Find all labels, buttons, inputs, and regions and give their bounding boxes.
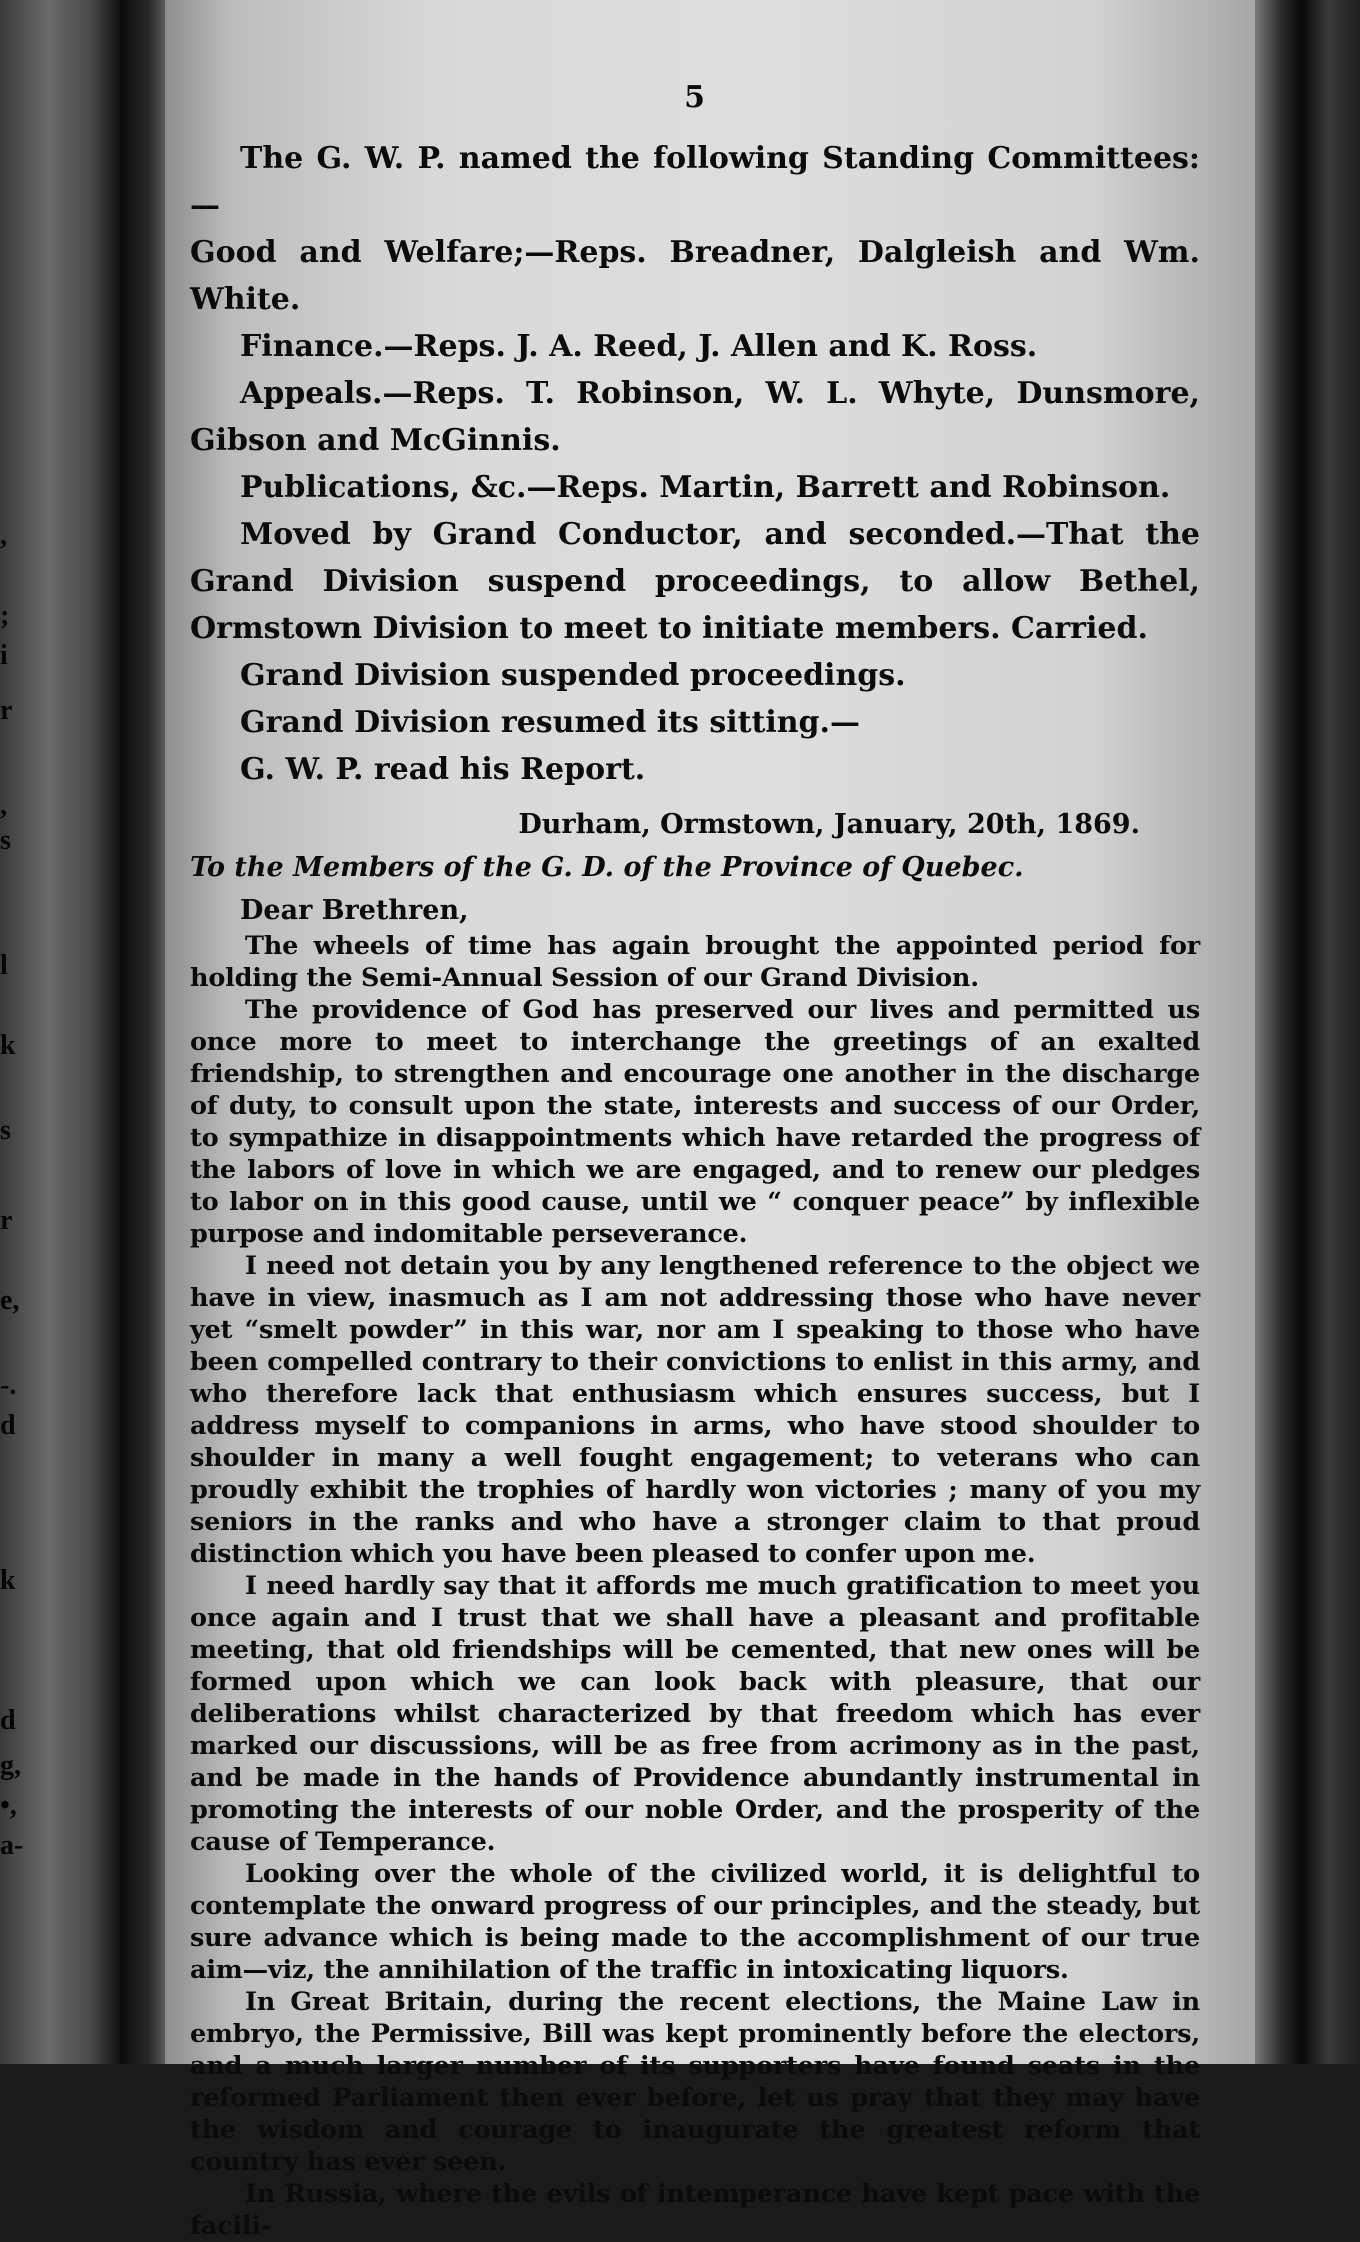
committee-finance: Finance.—Reps. J. A. Reed, J. Allen and K. Ross. bbox=[240, 329, 1038, 364]
page-number: 5 bbox=[684, 80, 706, 115]
margin-fragment: g, bbox=[0, 1750, 21, 1781]
margin-fragment: a- bbox=[0, 1830, 24, 1861]
report-paragraph: Looking over the whole of the civilized world, it is delightful to contemplate the onward progress of our principles, and the steady, but sure advance which is being made to the accomplishment of our true aim—viz, the annihilation of the traffic in intoxicating liquors. bbox=[190, 1859, 1200, 1985]
margin-fragment: s bbox=[0, 825, 11, 856]
committee-appeals: Appeals.—Reps. T. Robinson, W. L. Whyte, Dunsmore, Gibson and McGinnis. bbox=[190, 376, 1200, 458]
book-gutter bbox=[120, 0, 170, 2064]
margin-fragment: , bbox=[0, 520, 7, 551]
report-addressee: To the Members of the G. D. of the Province of Quebec. bbox=[190, 852, 1024, 883]
report-paragraph: In Russia, where the evils of intemperance have kept pace with the facili- bbox=[190, 2179, 1200, 2241]
report-paragraph: I need hardly say that it affords me much gratification to meet you once again and I trust that we shall have a pleasant and profitable meeting, that old friendships will be cemented, that new ones will be formed upon which we can look back with pleasure, that our deliberations whilst characterized by that freedom which has ever marked our discussions, will be as free from acrimony as in the past, and be made in the hands of Providence abundantly instrumental in promoting the interests of our noble Order, and the prosperity of the cause of Temperance. bbox=[190, 1571, 1200, 1857]
report-paragraph: The wheels of time has again brought the appointed period for holding the Semi-Annual Session of our Grand Division. bbox=[190, 931, 1200, 993]
margin-fragment: d bbox=[0, 1410, 16, 1441]
motion-suspend: Moved by Grand Conductor, and seconded.—That the Grand Division suspend proceedings, to allow Bethel, Ormstown Division to meet to initiate members. Carried. bbox=[190, 517, 1200, 646]
page-content bbox=[190, 80, 1200, 2242]
page-edge-shadow bbox=[1255, 0, 1360, 2064]
report-paragraph: In Great Britain, during the recent elections, the Maine Law in embryo, the Permissive, Bill was kept prominently before the electors, and a much larger number of its supporters have found seats in the reformed Parliament then ever before, let us pray that they may have the wisdom and courage to inaugurate the greatest reform that country has ever seen. bbox=[190, 1987, 1200, 2177]
margin-fragment: k bbox=[0, 1030, 16, 1061]
margin-fragment: d bbox=[0, 1705, 16, 1736]
margin-fragment: , bbox=[0, 790, 7, 821]
margin-fragment: -. bbox=[0, 1370, 17, 1401]
margin-fragment: k bbox=[0, 1565, 16, 1596]
margin-fragment: e, bbox=[0, 1285, 20, 1316]
margin-fragment: l bbox=[0, 950, 8, 981]
margin-fragment: •, bbox=[0, 1790, 17, 1821]
document-page bbox=[165, 0, 1255, 2241]
committee-publications: Publications, &c.—Reps. Martin, Barrett and Robinson. bbox=[240, 470, 1171, 505]
proceedings-suspended: Grand Division suspended proceedings. bbox=[240, 658, 906, 693]
report-salutation: Dear Brethren, bbox=[240, 895, 469, 926]
report-paragraph: I need not detain you by any lengthened reference to the object we have in view, inasmuch as I am not addressing those who have never yet “smelt powder” in this war, nor am I speaking to those who have been compelled contrary to their convictions to enlist in this army, and who therefore lack that enthusiasm which ensures success, but I address myself to companions in arms, who have stood shoulder to shoulder in many a well fought engagement; to veterans who can proudly exhibit the trophies of hardly won victories ; many of you my seniors in the ranks and who have a stronger claim to that proud distinction which you have been pleased to confer upon me. bbox=[190, 1251, 1200, 1569]
report-dateline: Durham, Ormstown, January, 20th, 1869. bbox=[518, 809, 1140, 840]
committees-heading: The G. W. P. named the following Standing Committees:— bbox=[190, 141, 1200, 223]
committee-good-and-welfare: Good and Welfare;—Reps. Breadner, Dalgleish and Wm. White. bbox=[190, 235, 1200, 317]
sitting-resumed: Grand Division resumed its sitting.— bbox=[240, 705, 860, 740]
adjacent-page-strip bbox=[0, 0, 120, 2064]
margin-fragment: i bbox=[0, 640, 8, 671]
margin-fragment: s bbox=[0, 1115, 11, 1146]
report-read: G. W. P. read his Report. bbox=[240, 752, 646, 787]
margin-fragment: r bbox=[0, 1205, 13, 1236]
report-paragraph: The providence of God has preserved our lives and permitted us once more to meet to interchange the greetings of an exalted friendship, to strengthen and encourage one another in the discharge of duty, to consult upon the state, interests and success of our Order, to sympathize in disappointments which have retarded the progress of the labors of love in which we are engaged, and to renew our pledges to labor on in this good cause, until we “ conquer peace” by inflexible purpose and indomitable perseverance. bbox=[190, 995, 1200, 1249]
margin-fragment: r bbox=[0, 695, 13, 726]
margin-fragment: ; bbox=[0, 600, 10, 631]
